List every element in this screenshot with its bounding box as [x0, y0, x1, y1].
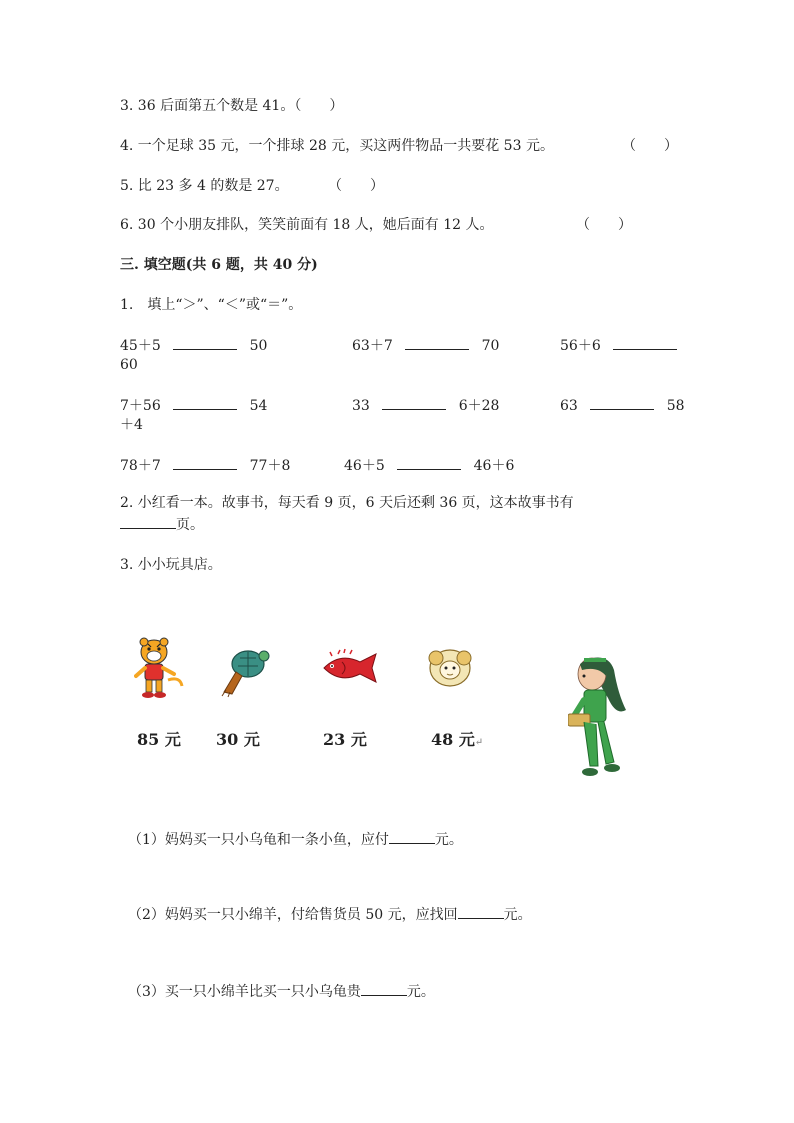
sub-question-3	[128, 981, 435, 1002]
tiger-toy-icon	[134, 636, 186, 702]
compare-left: 78＋7	[120, 458, 161, 474]
compare-item	[560, 395, 685, 416]
compare-wrap-value: ＋4	[120, 417, 143, 433]
sub-question-2-text: （2）妈妈买一只小绵羊，付给售货员 50 元，应找回	[128, 907, 458, 923]
answer-blank[interactable]	[173, 395, 237, 410]
compare-right: 70	[481, 338, 500, 354]
return-mark-icon: ↵	[474, 737, 484, 748]
compare-right: 50	[249, 338, 268, 354]
sub-question-2-suffix: 元。	[503, 907, 532, 923]
compare-right: 6＋28	[458, 398, 500, 414]
compare-item	[352, 335, 499, 356]
compare-left: 33	[352, 398, 370, 414]
price-fish: 23 元	[323, 730, 367, 749]
question-5	[120, 176, 289, 196]
sub-question-1-text: （1）妈妈买一只小乌龟和一条小鱼，应付	[128, 832, 389, 848]
compare-item	[120, 395, 267, 416]
compare-right: 54	[249, 398, 268, 414]
question-6-bracket: （ ）	[576, 217, 632, 233]
compare-left: 46＋5	[344, 458, 385, 474]
compare-left: 63＋7	[352, 338, 393, 354]
price-tiger: 85 元	[137, 730, 181, 749]
fill-question-3-title: 3. 小小玩具店。	[120, 557, 222, 573]
compare-left: 7＋56	[120, 398, 161, 414]
answer-blank[interactable]	[361, 981, 407, 996]
question-3-text: 3. 36 后面第五个数是 41。（ ）	[120, 98, 344, 114]
compare-item	[352, 395, 499, 416]
answer-blank[interactable]	[389, 829, 435, 844]
question-5-bracket: （ ）	[328, 178, 384, 194]
answer-blank[interactable]	[613, 335, 677, 350]
compare-right: 58	[666, 398, 685, 414]
price-sheep-value: 48 元	[431, 730, 475, 749]
compare-left: 63	[560, 398, 578, 414]
turtle-toy-icon	[218, 646, 272, 698]
price-turtle: 30 元	[216, 730, 260, 749]
compare-left: 56＋6	[560, 338, 601, 354]
compare-item	[344, 455, 514, 476]
question-6-text: 6. 30 个小朋友排队，笑笑前面有 18 人，她后面有 12 人。	[120, 217, 494, 233]
answer-blank[interactable]	[405, 335, 469, 350]
sub-question-1-suffix: 元。	[434, 832, 463, 848]
fill-question-2-suffix: 页。	[176, 517, 204, 533]
sub-question-2	[128, 904, 532, 925]
sheep-toy-icon	[426, 644, 474, 690]
question-3	[120, 96, 343, 116]
fill-question-1-instruction: 1. 填上“＞”、“＜”或“＝”。	[120, 297, 303, 313]
answer-blank[interactable]	[173, 335, 237, 350]
price-sheep	[431, 727, 483, 750]
fill-question-2: 2. 小红看一本。故事书，每天看 9 页，6 天后还剩 36 页，这本故事书有	[120, 495, 574, 511]
sub-question-1	[128, 829, 463, 850]
question-4-text: 4. 一个足球 35 元，一个排球 28 元，买这两件物品一共要花 53 元。	[120, 138, 554, 154]
answer-blank[interactable]	[397, 455, 461, 470]
fill-question-2-answer	[120, 514, 204, 535]
question-6	[120, 215, 494, 235]
sub-question-3-text: （3）买一只小绵羊比买一只小乌龟贵	[128, 984, 361, 1000]
girl-with-bag-icon	[568, 654, 630, 784]
compare-item	[120, 335, 267, 356]
compare-right: 46＋6	[473, 458, 515, 474]
question-4-bracket: （ ）	[622, 138, 678, 154]
compare-item	[560, 335, 677, 356]
compare-item	[120, 455, 290, 476]
answer-blank[interactable]	[382, 395, 446, 410]
section-heading: 三. 填空题(共 6 题，共 40 分)	[120, 257, 318, 273]
answer-blank[interactable]	[173, 455, 237, 470]
answer-blank[interactable]	[120, 514, 176, 529]
question-4	[120, 136, 554, 156]
question-5-text: 5. 比 23 多 4 的数是 27。	[120, 178, 289, 194]
answer-blank[interactable]	[590, 395, 654, 410]
fish-toy-icon	[318, 648, 380, 688]
answer-blank[interactable]	[458, 904, 504, 919]
compare-wrap-value: 60	[120, 357, 138, 373]
compare-right: 77＋8	[249, 458, 291, 474]
sub-question-3-suffix: 元。	[406, 984, 435, 1000]
compare-left: 45＋5	[120, 338, 161, 354]
